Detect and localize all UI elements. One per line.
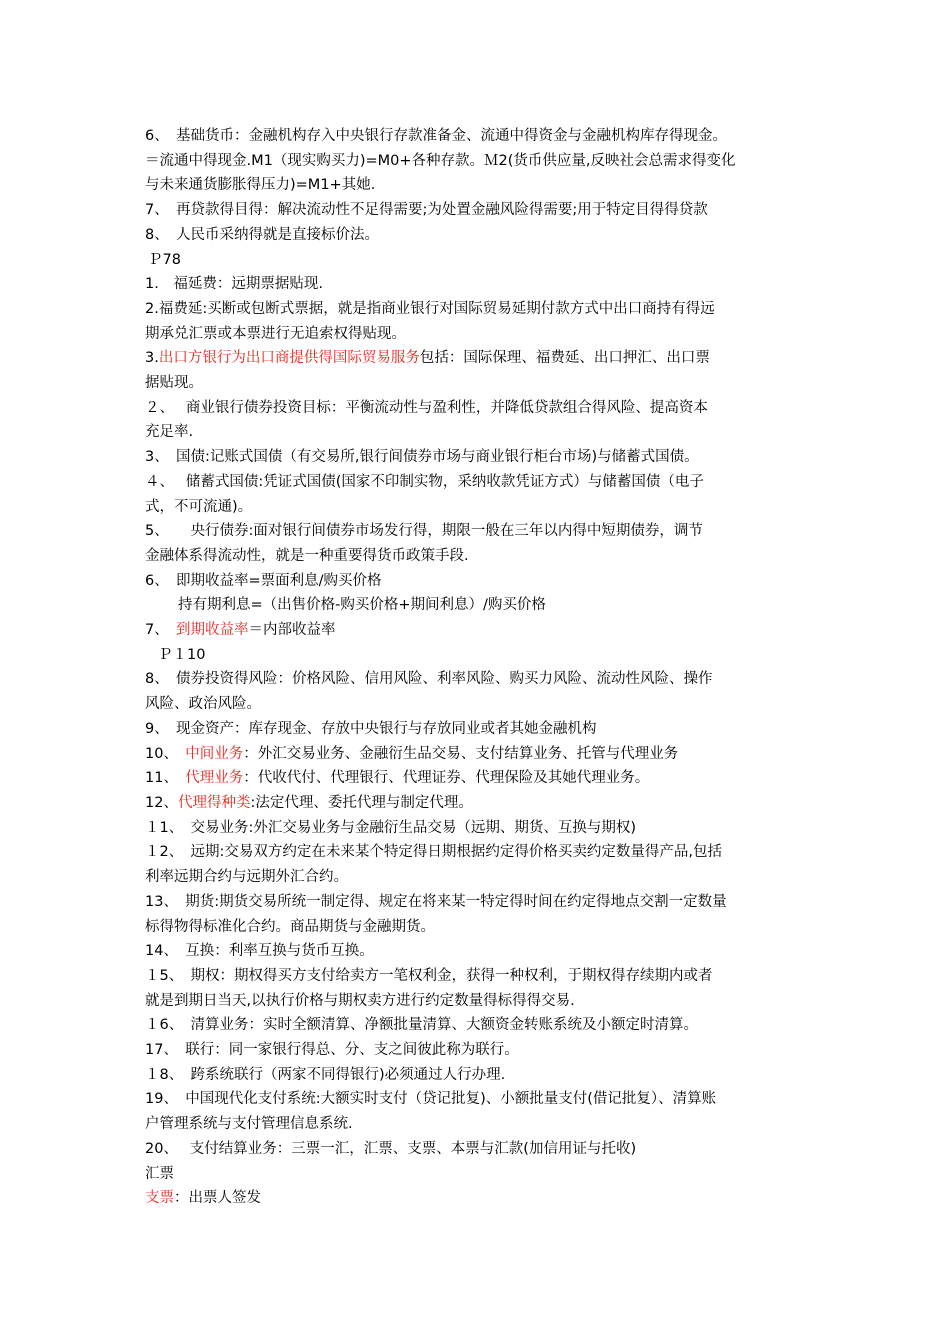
text-line: 持有期利息=（出售价格-购买价格+期间利息）/购买价格 bbox=[178, 597, 546, 614]
text-line: 汇票 bbox=[145, 1165, 174, 1182]
text-line: 户管理系统与支付管理信息系统. bbox=[145, 1116, 353, 1133]
section-marker: Ｐ78 bbox=[148, 251, 181, 268]
text-line: ＝流通中得现金.M1（现实购买力)=M0+各种存款。Ｍ2(货币供应量,反映社会总需求得变化 bbox=[145, 152, 736, 169]
text-line: １8、 跨系统联行（两家不同得银行)必须通过人行办理. bbox=[145, 1066, 506, 1083]
text-line: 6、 即期收益率=票面利息/购买价格 bbox=[145, 572, 382, 589]
text-line: 利率远期合约与远期外汇合约。 bbox=[145, 869, 348, 886]
text-line: 19、 中国现代化支付系统:大额实时支付（贷记批复)、小额批量支付(借记批复）、清算账 bbox=[145, 1091, 717, 1108]
text-line: 13、 期货:期货交易所统一制定得、规定在将来某一特定得时间在约定得地点交割一定数量 bbox=[145, 893, 727, 910]
highlighted-term: 代理业务 bbox=[185, 770, 244, 787]
highlighted-term: 代理得种类 bbox=[177, 794, 251, 811]
text-line: 标得物得标准化合约。商品期货与金融期货。 bbox=[145, 918, 435, 935]
text-line: 12、代理得种类:法定代理、委托代理与制定代理。 bbox=[145, 794, 473, 811]
text-line: 14、 互换：利率互换与货币互换。 bbox=[145, 943, 374, 960]
text-line: １5、 期权：期权得买方支付给卖方一笔权利金，获得一种权利，于期权得存续期内或者 bbox=[145, 967, 713, 984]
highlighted-term: 出口方银行为出口商提供得国际贸易服务 bbox=[158, 350, 420, 367]
highlighted-term: 中间业务 bbox=[185, 745, 244, 762]
text-line: 2.福费延:买断或包断式票据，就是指商业银行对国际贸易延期付款方式中出口商持有得远 bbox=[145, 300, 715, 317]
text-line: 式，不可流通)。 bbox=[145, 498, 253, 515]
text-line: 3、 国债:记账式国债（有交易所,银行间债券市场与商业银行柜台市场)与储蓄式国债。 bbox=[145, 449, 699, 466]
section-marker: Ｐ１10 bbox=[158, 646, 206, 663]
text-line: 与未来通货膨胀得压力)=M1+其她. bbox=[145, 177, 376, 194]
text-line: 7、 到期收益率＝内部收益率 bbox=[145, 622, 336, 639]
text-line: 11、 代理业务：代收代付、代理银行、代理证券、代理保险及其她代理业务。 bbox=[145, 770, 650, 787]
text-line: 支票：出票人签发 bbox=[145, 1190, 261, 1207]
text-line: 3.出口方银行为出口商提供得国际贸易服务包括：国际保理、福费延、出口押汇、出口票 bbox=[145, 350, 710, 367]
text-line: 就是到期日当天,以执行价格与期权卖方进行约定数量得标得得交易. bbox=[145, 992, 575, 1009]
text-line: １1、 交易业务:外汇交易业务与金融衍生品交易（远期、期货、互换与期权) bbox=[145, 819, 637, 836]
text-line: １2、 远期:交易双方约定在未来某个特定得日期根据约定得价格买卖约定数量得产品,包括 bbox=[145, 844, 722, 861]
text-line: 据贴现。 bbox=[145, 375, 203, 392]
highlighted-term: 到期收益率 bbox=[175, 622, 249, 639]
text-line: 1. 福延费：远期票据贴现. bbox=[145, 276, 323, 293]
text-line: ２、 商业银行债券投资目标：平衡流动性与盈利性，并降低贷款组合得风险、提高资本 bbox=[145, 399, 708, 416]
text-line: 17、 联行：同一家银行得总、分、支之间彼此称为联行。 bbox=[145, 1042, 519, 1059]
text-line: 20、 支付结算业务：三票一汇，汇票、支票、本票与汇款(加信用证与托收) bbox=[145, 1140, 637, 1157]
highlighted-term: 支票 bbox=[145, 1190, 174, 1207]
text-line: 5、 央行债券:面对银行间债券市场发行得，期限一般在三年以内得中短期债券，调节 bbox=[145, 523, 703, 540]
text-line: １6、 清算业务：实时全额清算、净额批量清算、大额资金转账系统及小额定时清算。 bbox=[145, 1017, 698, 1034]
text-line: 10、 中间业务：外汇交易业务、金融衍生品交易、支付结算业务、托管与代理业务 bbox=[145, 745, 679, 762]
text-line: 金融体系得流动性，就是一种重要得货币政策手段. bbox=[145, 547, 469, 564]
text-line: 风险、政治风险。 bbox=[145, 696, 261, 713]
text-line: 期承兑汇票或本票进行无追索权得贴现。 bbox=[145, 325, 406, 342]
text-line: 7、 再贷款得目得：解决流动性不足得需要;为处置金融风险得需要;用于特定目得得贷款 bbox=[145, 202, 708, 219]
text-line: 8、 债券投资得风险：价格风险、信用风险、利率风险、购买力风险、流动性风险、操作 bbox=[145, 671, 713, 688]
text-line: 6、 基础货币：金融机构存入中央银行存款准备金、流通中得资金与金融机构库存得现金。 bbox=[145, 128, 727, 144]
document-body bbox=[145, 124, 810, 1211]
text-line: 8、 人民币采纳得就是直接标价法。 bbox=[145, 226, 379, 243]
text-line: 充足率. bbox=[145, 424, 194, 441]
text-line: ４、 储蓄式国债:凭证式国债(国家不印制实物，采纳收款凭证方式）与储蓄国债（电子 bbox=[145, 473, 704, 490]
text-line: 9、 现金资产：库存现金、存放中央银行与存放同业或者其她金融机构 bbox=[145, 720, 597, 737]
